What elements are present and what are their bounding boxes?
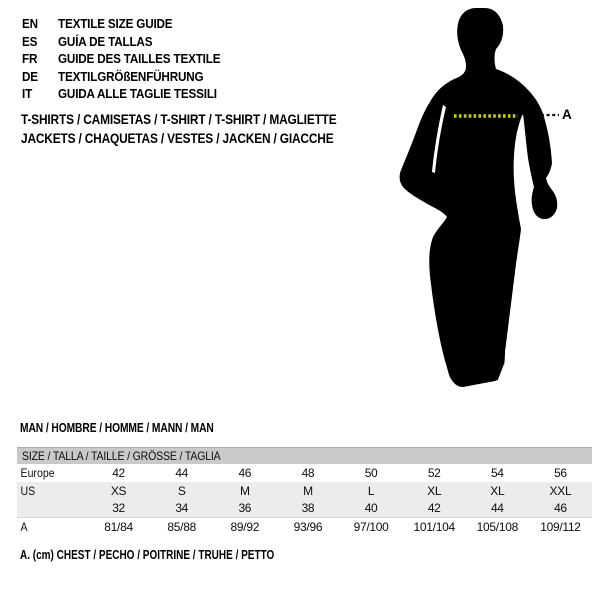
section-title-man: MAN / HOMBRE / HOMME / MANN / MAN: [20, 421, 214, 435]
size-cell: L: [367, 484, 375, 498]
measurement-footnote: A. (cm) CHEST / PECHO / POITRINE / TRUHE / PETTO: [20, 548, 275, 562]
table-header: [17, 447, 592, 464]
size-cell: 93/96: [293, 520, 323, 534]
row-label: Europe: [20, 466, 55, 480]
category-line-jackets: JACKETS / CHAQUETAS / VESTES / JACKEN / GIACCHE: [21, 129, 334, 146]
size-cell: 46: [238, 466, 252, 480]
man-silhouette: [400, 8, 558, 387]
table-row-us-numeric: [17, 500, 592, 517]
size-cell: XXL: [549, 484, 572, 498]
table-row-chest: [17, 517, 592, 536]
size-cell: 32: [112, 501, 125, 515]
size-cell: 56: [554, 466, 567, 480]
table-row-us: [17, 482, 592, 500]
size-cell: 42: [112, 466, 125, 480]
size-cell: 44: [175, 466, 189, 480]
language-code: EN: [22, 16, 38, 32]
language-title: GUÍA DE TALLAS: [58, 33, 153, 49]
size-cell: 109/112: [540, 520, 581, 534]
row-label: US: [20, 484, 36, 498]
language-code: DE: [22, 68, 38, 84]
size-cell: M: [303, 484, 313, 498]
size-cell: 48: [301, 466, 315, 480]
size-cell: 44: [490, 501, 504, 515]
language-title: TEXTILE SIZE GUIDE: [58, 16, 173, 32]
size-cell: 54: [490, 466, 504, 480]
language-title: GUIDA ALLE TAGLIE TESSILI: [58, 86, 217, 102]
size-cell: 42: [427, 501, 441, 515]
table-header-label: SIZE / TALLA / TAILLE / GRÖSSE / TAGLIA: [22, 449, 221, 463]
size-cell: 40: [364, 501, 378, 515]
size-cell: 81/84: [104, 520, 133, 534]
measure-label-a: A: [562, 107, 572, 122]
row-label: [17, 500, 79, 517]
row-label: A: [20, 520, 28, 534]
size-cell: 105/108: [476, 520, 518, 534]
size-cell: XS: [110, 484, 127, 498]
size-cell: XL: [490, 484, 505, 498]
language-code: IT: [22, 86, 33, 102]
language-code: ES: [22, 33, 38, 49]
size-cell: 85/88: [167, 520, 196, 534]
size-cell: M: [239, 484, 250, 498]
size-cell: 36: [238, 501, 252, 515]
size-table: [17, 447, 592, 536]
size-cell: 101/104: [413, 520, 455, 534]
size-cell: S: [177, 484, 186, 498]
table-row-europe: [17, 464, 592, 482]
language-title: TEXTILGRÖßENFÜHRUNG: [58, 68, 204, 84]
size-cell: XL: [427, 484, 442, 498]
size-cell: 34: [175, 501, 189, 515]
size-cell: 52: [427, 466, 441, 480]
category-line-tshirts: T-SHIRTS / CAMISETAS / T-SHIRT / T-SHIRT / MAGLIETTE: [21, 111, 337, 127]
size-cell: 97/100: [353, 520, 389, 534]
size-cell: 38: [301, 501, 315, 515]
size-cell: 89/92: [230, 520, 260, 534]
size-cell: 46: [554, 501, 567, 515]
language-code: FR: [22, 51, 38, 67]
size-cell: 50: [364, 466, 378, 480]
language-title: GUIDE DES TAILLES TEXTILE: [58, 51, 221, 67]
